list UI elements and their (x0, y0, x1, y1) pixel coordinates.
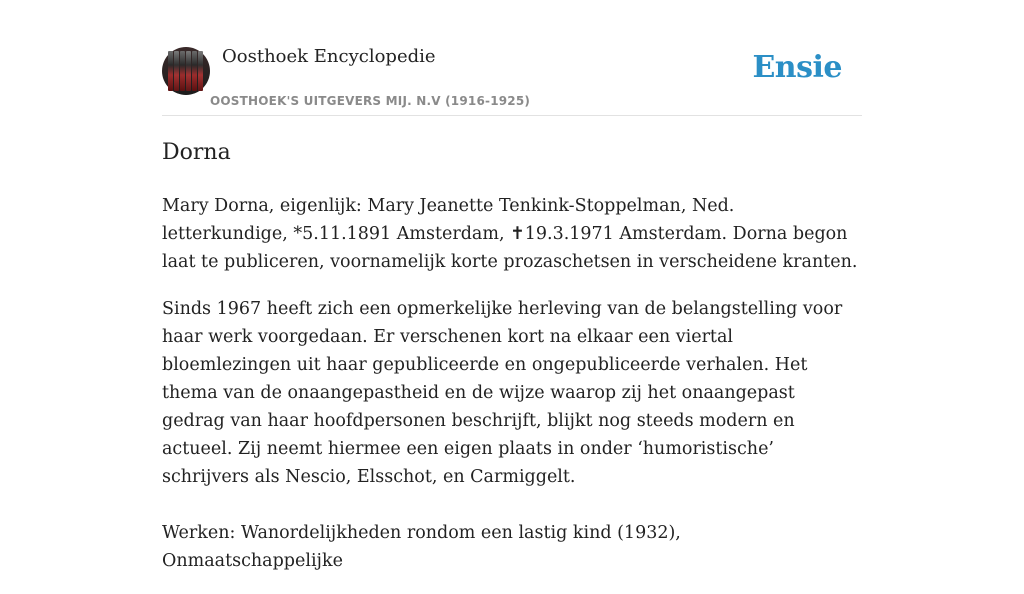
source-subtitle: OOSTHOEK'S UITGEVERS MIJ. N.V (1916-1925) (210, 94, 531, 108)
article-paragraph: Mary Dorna, eigenlijk: Mary Jeanette Tenkink-Stoppelman, Ned. letterkundige, *5.11.1891 Amsterdam, ✝19.3.1971 Amsterdam. Dorna begon laat te publiceren, voornamelijk korte prozaschetsen in verscheidene kranten. (162, 196, 858, 272)
article-paragraph: Werken: Wanordelijkheden rondom een lastig kind (1932), Onmaatschappelijke (162, 523, 681, 571)
source-title[interactable]: Oosthoek Encyclopedie (222, 46, 436, 67)
brand-logo[interactable]: Ensie (752, 50, 842, 85)
article-paragraph: Sinds 1967 heeft zich een opmerkelijke herleving van de belangstelling voor haar werk voorgedaan. Er verschenen kort na elkaar een viertal bloemlezingen uit haar gepubliceerde en ongepubliceerde verhalen. Het thema van de onaangepastheid en de wijze waarop zij het onaangepast gedrag van haar hoofdpersonen beschrijft, blijkt nog steeds modern en actueel. Zij neemt hiermee een eigen plaats in onder ‘humoristische’ schrijvers als Nescio, Elsschot, en Carmiggelt. (162, 299, 843, 487)
source-header (162, 0, 862, 116)
article-body (162, 192, 862, 594)
page (162, 0, 862, 571)
article-title: Dorna (162, 140, 231, 165)
encyclopedia-books-icon[interactable] (162, 47, 210, 95)
